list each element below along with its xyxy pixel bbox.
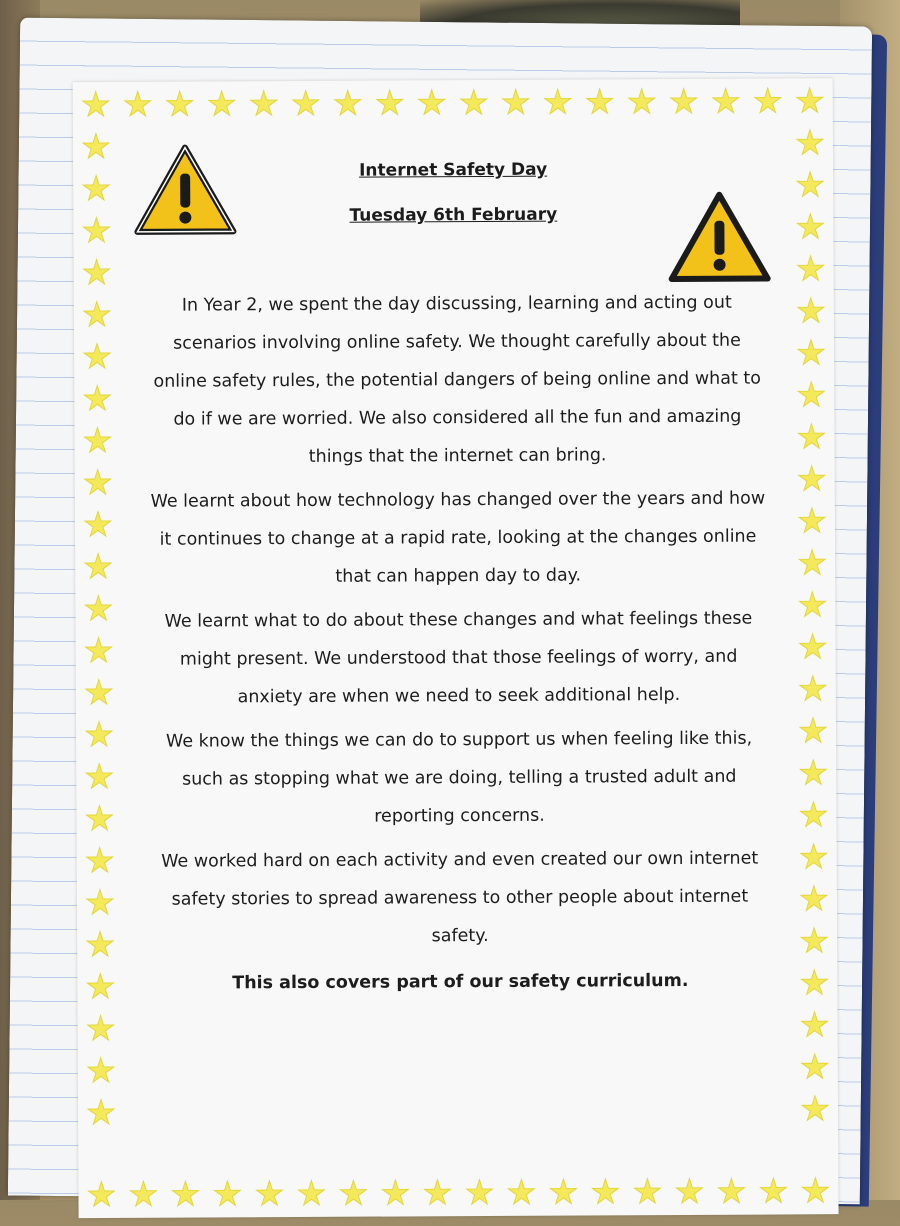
star-icon	[123, 90, 153, 120]
star-icon	[798, 716, 828, 746]
paragraph: We know the things we can do to support us when feeling like this, such as stopping what we are doing, telling a trusted adult and reporting concerns.	[165, 728, 753, 827]
star-icon	[84, 720, 114, 750]
star-icon	[82, 342, 112, 372]
star-icon	[800, 1010, 830, 1040]
closing-line: This also covers part of our safety curriculum.	[232, 970, 689, 994]
star-icon	[207, 89, 237, 119]
star-icon	[85, 930, 115, 960]
paragraph: We learnt about how technology has changed over the years and how it continues to change at a rapid rate, looking at the changes online that can happen day to day.	[150, 488, 766, 587]
star-icon	[128, 1180, 158, 1210]
star-icon	[291, 89, 321, 119]
star-icon	[798, 758, 828, 788]
star-icon	[796, 422, 826, 452]
star-icon	[799, 884, 829, 914]
star-icon	[798, 632, 828, 662]
star-icon	[800, 1176, 830, 1206]
star-icon	[548, 1178, 578, 1208]
star-icon	[585, 87, 615, 117]
star-icon	[86, 1098, 116, 1128]
star-icon	[799, 968, 829, 998]
star-icon	[797, 590, 827, 620]
star-icon	[296, 1179, 326, 1209]
star-icon	[796, 296, 826, 326]
star-icon	[711, 87, 741, 117]
star-icon	[83, 510, 113, 540]
star-icon	[543, 88, 573, 118]
star-icon	[254, 1179, 284, 1209]
star-icon	[375, 88, 405, 118]
star-icon	[674, 1177, 704, 1207]
star-icon	[85, 972, 115, 1002]
star-icon	[81, 132, 111, 162]
star-icon	[506, 1178, 536, 1208]
star-icon	[82, 384, 112, 414]
star-icon	[716, 1177, 746, 1207]
star-icon	[422, 1178, 452, 1208]
star-icon	[798, 800, 828, 830]
star-icon	[249, 89, 279, 119]
star-icon	[212, 1179, 242, 1209]
star-icon	[84, 678, 114, 708]
star-icon	[632, 1177, 662, 1207]
star-icon	[795, 86, 825, 116]
star-border	[73, 78, 833, 82]
star-icon	[669, 87, 699, 117]
star-icon	[590, 1177, 620, 1207]
paragraph: We worked hard on each activity and even created our own internet safety stories to spread awareness to other people about internet safety.	[161, 848, 759, 947]
star-icon	[799, 926, 829, 956]
star-icon	[84, 762, 114, 792]
star-icon	[82, 300, 112, 330]
star-icon	[82, 426, 112, 456]
star-icon	[85, 846, 115, 876]
paragraph: In Year 2, we spent the day discussing, learning and acting out scenarios involving online safety. We thought carefully about the online safety rules, the potential dangers of being online and what to do if we are worried. We also considered all the fun and amazing things that the internet can bring.	[153, 292, 762, 467]
star-icon	[83, 468, 113, 498]
star-icon	[627, 87, 657, 117]
star-icon	[170, 1180, 200, 1210]
star-icon	[338, 1179, 368, 1209]
star-icon	[464, 1178, 494, 1208]
star-icon	[380, 1178, 410, 1208]
paragraph: We learnt what to do about these changes and what feelings these might present. We understood that those feelings of worry, and anxiety are when we need to seek additional help.	[164, 608, 753, 708]
star-icon	[797, 548, 827, 578]
star-icon	[86, 1056, 116, 1086]
page-title: Internet Safety Day	[359, 159, 548, 181]
star-icon	[800, 1094, 830, 1124]
page-date: Tuesday 6th February	[349, 204, 558, 226]
star-icon	[333, 89, 363, 119]
star-icon	[86, 1180, 116, 1210]
star-icon	[796, 254, 826, 284]
star-icon	[799, 842, 829, 872]
star-icon	[797, 506, 827, 536]
exercise-book	[8, 18, 872, 1205]
star-icon	[83, 594, 113, 624]
star-icon	[459, 88, 489, 118]
star-icon	[800, 1052, 830, 1082]
star-icon	[84, 636, 114, 666]
star-icon	[798, 674, 828, 704]
star-icon	[84, 804, 114, 834]
star-icon	[86, 1014, 116, 1044]
star-icon	[417, 88, 447, 118]
star-icon	[753, 86, 783, 116]
star-icon	[758, 1176, 788, 1206]
star-icon	[83, 552, 113, 582]
star-icon	[501, 88, 531, 118]
star-icon	[796, 338, 826, 368]
star-icon	[795, 128, 825, 158]
star-icon	[85, 888, 115, 918]
printed-sheet	[73, 78, 839, 1218]
report-body	[144, 284, 774, 1009]
star-icon	[796, 380, 826, 410]
star-icon	[82, 258, 112, 288]
star-icon	[81, 90, 111, 120]
star-icon	[797, 464, 827, 494]
star-icon	[165, 90, 195, 120]
